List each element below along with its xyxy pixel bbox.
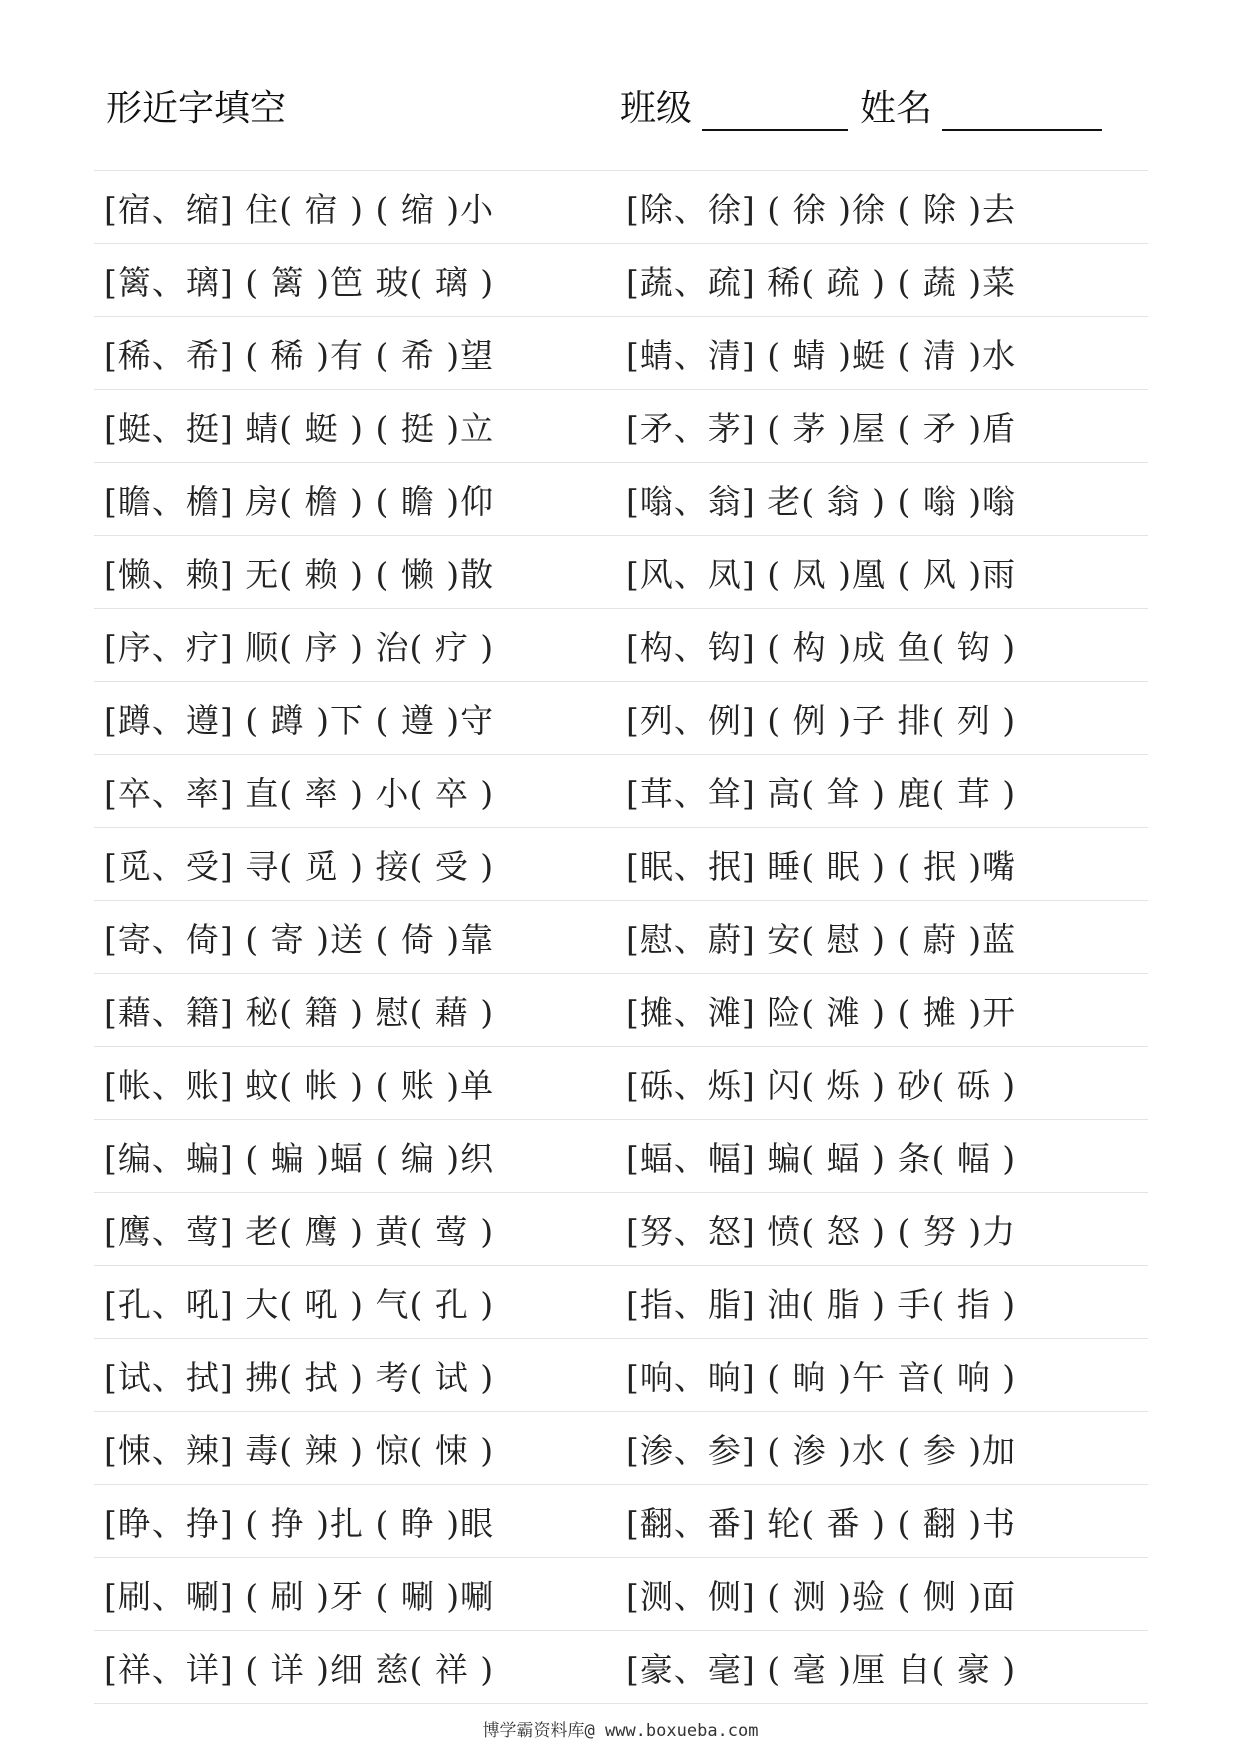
exercise-row — [94, 1411, 1148, 1484]
exercise-row — [94, 1192, 1148, 1265]
exercise-row — [94, 535, 1148, 608]
exercise-right: [摊、滩] 险( 滩 ) ( 摊 )开 — [626, 992, 1017, 1032]
exercise-row — [94, 754, 1148, 827]
exercise-table — [94, 170, 1148, 1704]
exercise-left: [宿、缩] 住( 宿 ) ( 缩 )小 — [104, 189, 495, 229]
exercise-row — [94, 243, 1148, 316]
worksheet-header — [0, 0, 1241, 150]
exercise-left: [试、拭] 拂( 拭 ) 考( 试 ) — [104, 1357, 495, 1397]
exercise-left: [瞻、檐] 房( 檐 ) ( 瞻 )仰 — [104, 481, 495, 521]
exercise-row — [94, 1484, 1148, 1557]
exercise-row — [94, 1046, 1148, 1119]
exercise-left: [刷、唰] ( 刷 )牙 ( 唰 )唰 — [104, 1576, 495, 1616]
worksheet-title: 形近字填空 — [106, 88, 287, 129]
exercise-left: [寄、倚] ( 寄 )送 ( 倚 )靠 — [104, 919, 495, 959]
name-label: 姓名 — [860, 88, 933, 129]
class-label: 班级 — [620, 88, 693, 129]
exercise-left: [鹰、莺] 老( 鹰 ) 黄( 莺 ) — [104, 1211, 495, 1251]
exercise-right: [豪、毫] ( 毫 )厘 自( 豪 ) — [626, 1649, 1017, 1689]
class-blank[interactable] — [702, 91, 848, 131]
exercise-right: [测、侧] ( 测 )验 ( 侧 )面 — [626, 1576, 1017, 1616]
exercise-left: [卒、率] 直( 率 ) 小( 卒 ) — [104, 773, 495, 813]
exercise-row — [94, 1265, 1148, 1338]
exercise-row — [94, 1630, 1148, 1704]
exercise-right: [眠、抿] 睡( 眠 ) ( 抿 )嘴 — [626, 846, 1017, 886]
exercise-left: [稀、希] ( 稀 )有 ( 希 )望 — [104, 335, 495, 375]
exercise-right: [嗡、翁] 老( 翁 ) ( 嗡 )嗡 — [626, 481, 1017, 521]
exercise-right: [除、徐] ( 徐 )徐 ( 除 )去 — [626, 189, 1017, 229]
exercise-row — [94, 827, 1148, 900]
exercise-left: [编、蝙] ( 蝙 )蝠 ( 编 )织 — [104, 1138, 495, 1178]
exercise-row — [94, 316, 1148, 389]
exercise-right: [慰、蔚] 安( 慰 ) ( 蔚 )蓝 — [626, 919, 1017, 959]
exercise-row — [94, 1557, 1148, 1630]
exercise-right: [砾、烁] 闪( 烁 ) 砂( 砾 ) — [626, 1065, 1017, 1105]
exercise-right: [风、凤] ( 凤 )凰 ( 风 )雨 — [626, 554, 1017, 594]
exercise-left: [蜓、挺] 蜻( 蜓 ) ( 挺 )立 — [104, 408, 495, 448]
student-info — [620, 80, 1102, 131]
exercise-right: [构、钩] ( 构 )成 鱼( 钩 ) — [626, 627, 1017, 667]
name-blank[interactable] — [942, 91, 1102, 131]
exercise-right: [茸、耸] 高( 耸 ) 鹿( 茸 ) — [626, 773, 1017, 813]
exercise-right: [列、例] ( 例 )子 排( 列 ) — [626, 700, 1017, 740]
exercise-row — [94, 900, 1148, 973]
exercise-left: [序、疗] 顺( 序 ) 治( 疗 ) — [104, 627, 495, 667]
exercise-right: [蜻、清] ( 蜻 )蜓 ( 清 )水 — [626, 335, 1017, 375]
exercise-left: [藉、籍] 秘( 籍 ) 慰( 藉 ) — [104, 992, 495, 1032]
exercise-right: [渗、参] ( 渗 )水 ( 参 )加 — [626, 1430, 1017, 1470]
exercise-row — [94, 1119, 1148, 1192]
exercise-row — [94, 1338, 1148, 1411]
exercise-right: [矛、茅] ( 茅 )屋 ( 矛 )盾 — [626, 408, 1017, 448]
exercise-right: [蝠、幅] 蝙( 蝠 ) 条( 幅 ) — [626, 1138, 1017, 1178]
exercise-left: [蹲、遵] ( 蹲 )下 ( 遵 )守 — [104, 700, 495, 740]
exercise-left: [孔、吼] 大( 吼 ) 气( 孔 ) — [104, 1284, 495, 1324]
footer-watermark: 博学霸资料库@ www.boxueba.com — [482, 1721, 759, 1741]
exercise-right: [努、怒] 愤( 怒 ) ( 努 )力 — [626, 1211, 1017, 1251]
exercise-left: [睁、挣] ( 挣 )扎 ( 睁 )眼 — [104, 1503, 495, 1543]
exercise-left: [篱、璃] ( 篱 )笆 玻( 璃 ) — [104, 262, 495, 302]
exercise-right: [蔬、疏] 稀( 疏 ) ( 蔬 )菜 — [626, 262, 1017, 302]
exercise-left: [觅、受] 寻( 觅 ) 接( 受 ) — [104, 846, 495, 886]
exercise-right: [翻、番] 轮( 番 ) ( 翻 )书 — [626, 1503, 1017, 1543]
exercise-left: [帐、账] 蚊( 帐 ) ( 账 )单 — [104, 1065, 495, 1105]
exercise-row — [94, 170, 1148, 243]
exercise-right: [响、晌] ( 晌 )午 音( 响 ) — [626, 1357, 1017, 1397]
exercise-row — [94, 389, 1148, 462]
exercise-row — [94, 973, 1148, 1046]
exercise-row — [94, 462, 1148, 535]
exercise-left: [悚、辣] 毒( 辣 ) 惊( 悚 ) — [104, 1430, 495, 1470]
exercise-left: [懒、赖] 无( 赖 ) ( 懒 )散 — [104, 554, 495, 594]
exercise-row — [94, 608, 1148, 681]
exercise-left: [祥、详] ( 详 )细 慈( 祥 ) — [104, 1649, 495, 1689]
exercise-right: [指、脂] 油( 脂 ) 手( 指 ) — [626, 1284, 1017, 1324]
exercise-row — [94, 681, 1148, 754]
